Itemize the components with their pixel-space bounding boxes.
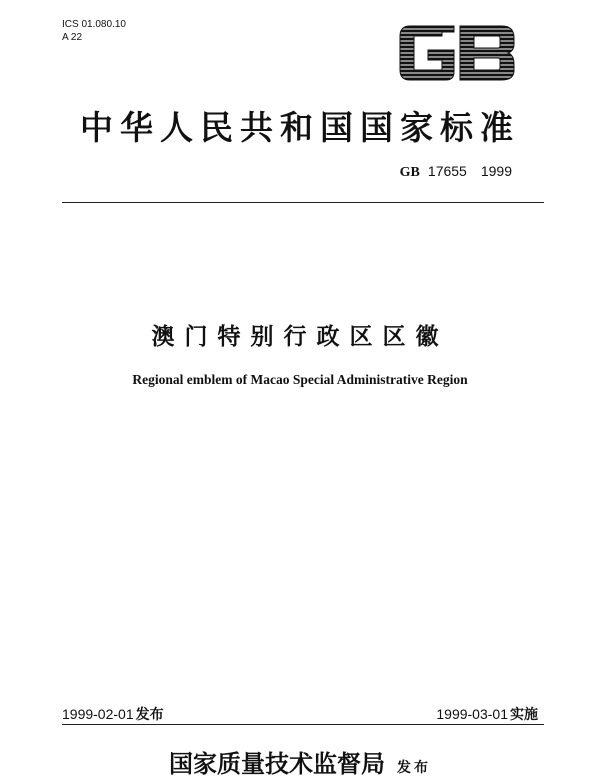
implement-date <box>436 704 538 724</box>
publisher-name: 国家质量技术监督局 <box>169 749 385 778</box>
issue-date-value: 1999-02-01 <box>62 706 134 722</box>
class-code: A 22 <box>62 32 83 43</box>
publisher-action: 发布 <box>397 760 431 776</box>
gb-logo-icon <box>396 22 518 84</box>
footer-divider <box>62 724 544 725</box>
publisher <box>0 744 600 779</box>
header-divider <box>62 202 544 203</box>
national-standard-title: 中华人民共和国国家标准 <box>80 108 520 147</box>
implement-date-label: 实施 <box>510 706 538 722</box>
standard-code-number: 17655 <box>427 163 467 179</box>
issue-date-label: 发布 <box>135 706 164 722</box>
document-title-cn: 澳门特别行政区区徽 <box>151 324 449 350</box>
standard-code <box>400 163 512 181</box>
classification-codes <box>62 18 126 44</box>
document-title-en: Regional emblem of Macao Special Administrative Region <box>132 372 468 387</box>
issue-date <box>62 704 164 724</box>
implement-date-value: 1999-03-01 <box>436 706 508 722</box>
standard-code-year: 1999 <box>480 163 512 179</box>
standard-code-prefix: GB <box>399 165 420 180</box>
ics-code: ICS 01.080.10 <box>62 19 126 30</box>
